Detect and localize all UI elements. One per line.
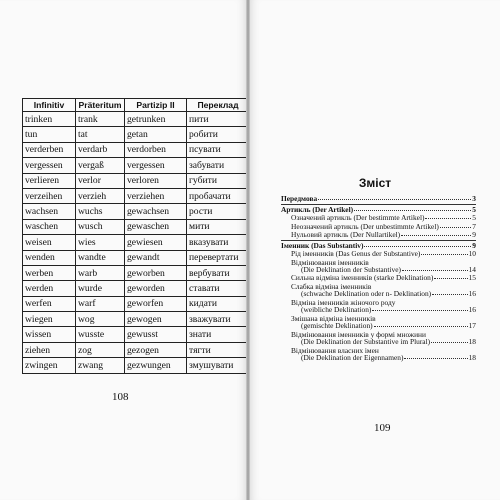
table-row [23, 250, 250, 265]
table-row [23, 188, 250, 203]
table-cell: wusste [76, 327, 125, 342]
table-cell: getan [125, 127, 187, 142]
table-cell: zog [76, 342, 125, 357]
table-row [23, 158, 250, 173]
table-cell: zwingen [23, 358, 76, 373]
table-cell: wurde [76, 281, 125, 296]
table-cell: wog [76, 312, 125, 327]
toc-entry-text: Означений артикль (Der bestimmte Artikel) [291, 213, 425, 222]
left-page [0, 0, 246, 500]
table-body [23, 112, 250, 374]
toc-leader-dots [434, 278, 467, 279]
toc-entry [281, 214, 476, 221]
table-row [23, 342, 250, 357]
toc-entry [281, 347, 476, 362]
table-cell: gewandt [125, 250, 187, 265]
toc-entry-text: Нульовий артикль (Der Nullartikel) [291, 230, 401, 239]
table-row [23, 235, 250, 250]
table-cell: verzieh [76, 188, 125, 203]
table-cell: verlieren [23, 173, 76, 188]
table-cell: пробачати [187, 188, 250, 203]
toc-entry [281, 250, 476, 257]
table-cell: вказувати [187, 235, 250, 250]
toc-entry-text: Відмінювання іменників [291, 257, 369, 267]
toc-page-number: 14 [468, 264, 476, 274]
table-cell: gewusst [125, 327, 187, 342]
table-cell: werden [23, 281, 76, 296]
toc-leader-dots [432, 294, 467, 295]
toc-leader-dots [421, 254, 467, 255]
table-cell: getrunken [125, 112, 187, 127]
column-header: Partizip II [125, 99, 187, 112]
table-row [23, 112, 250, 127]
table-cell: zwang [76, 358, 125, 373]
table-cell: geworben [125, 265, 187, 280]
toc-page-number: 5 [472, 213, 476, 222]
table-cell: gewaschen [125, 219, 187, 234]
table-row [23, 173, 250, 188]
toc-entry-subtext: (weibliche Deklination) [301, 305, 372, 315]
toc-leader-dots [440, 227, 471, 228]
table-row [23, 312, 250, 327]
table-cell: мити [187, 219, 250, 234]
toc-entry-text: Іменник (Das Substantiv) [281, 240, 364, 250]
table-row [23, 358, 250, 373]
table-cell: gezogen [125, 342, 187, 357]
table-header-row [23, 99, 250, 112]
toc-leader-dots [374, 326, 468, 327]
table-cell: губити [187, 173, 250, 188]
toc-entry-text: Артикль (Der Artikel) [281, 204, 354, 214]
table-cell: пити [187, 112, 250, 127]
table-cell: тягти [187, 342, 250, 357]
toc-leader-dots [354, 210, 471, 211]
table-cell: geworden [125, 281, 187, 296]
toc-page-number: 9 [472, 240, 476, 250]
table-cell: кидати [187, 296, 250, 311]
toc-entry [281, 259, 476, 274]
toc-entry [281, 331, 476, 346]
table-cell: werben [23, 265, 76, 280]
table-cell: рости [187, 204, 250, 219]
table-row [23, 265, 250, 280]
table-cell: вербувати [187, 265, 250, 280]
table-cell: забувати [187, 158, 250, 173]
toc-entry [281, 240, 476, 249]
table-cell: wiegen [23, 312, 76, 327]
table-cell: gewachsen [125, 204, 187, 219]
table-cell: verziehen [125, 188, 187, 203]
toc-entry [281, 195, 476, 202]
table-cell: ставати [187, 281, 250, 296]
toc-entry-text: Відмінювання власних імен [291, 345, 379, 355]
table-cell: warf [76, 296, 125, 311]
table-cell: vergessen [125, 158, 187, 173]
toc-entry-subtext: (gemischte Deklination) [301, 321, 373, 331]
table-cell: wandte [76, 250, 125, 265]
table-cell: ziehen [23, 342, 76, 357]
table-cell: wenden [23, 250, 76, 265]
table-cell: gezwungen [125, 358, 187, 373]
table-cell: gewogen [125, 312, 187, 327]
toc-entry-text: Передмова [281, 194, 318, 203]
table-cell: wusch [76, 219, 125, 234]
toc-page-number: 18 [468, 337, 476, 347]
toc-entry [281, 204, 476, 213]
table-cell: знати [187, 327, 250, 342]
table-cell: wuchs [76, 204, 125, 219]
toc-page-number: 9 [472, 230, 476, 239]
toc-leader-dots [401, 235, 471, 236]
toc-page-number: 17 [468, 321, 476, 331]
toc-leader-dots [318, 199, 471, 200]
table-cell: tat [76, 127, 125, 142]
toc-entry [281, 315, 476, 330]
table-cell: verderben [23, 142, 76, 157]
toc-title: Зміст [358, 176, 392, 190]
column-header: Переклад [187, 99, 250, 112]
table-cell: geworfen [125, 296, 187, 311]
toc-entry-subtext: (Die Deklination der Eigennamen) [301, 352, 404, 362]
table-row [23, 219, 250, 234]
toc-page-number: 3 [472, 194, 476, 203]
table-cell: warb [76, 265, 125, 280]
table-cell: перевертати [187, 250, 250, 265]
toc-leader-dots [404, 358, 467, 359]
toc-entry-text: Відмінювання іменників у формі множини [291, 329, 426, 339]
toc-entry-text: Рід іменників (Das Genus der Substantive) [291, 249, 421, 258]
toc-entry-text: Слабка відміна іменників [291, 281, 372, 291]
table-cell: wissen [23, 327, 76, 342]
toc-page-number: 5 [472, 204, 476, 214]
page-number-right: 109 [374, 422, 391, 434]
table-cell: змушувати [187, 358, 250, 373]
toc-leader-dots [425, 218, 471, 219]
table-cell: gewiesen [125, 235, 187, 250]
table-row [23, 296, 250, 311]
table-row [23, 327, 250, 342]
toc-page-number: 18 [468, 352, 476, 362]
table-cell: trinken [23, 112, 76, 127]
toc-entry-subtext: (Die Deklination der Substantive im Plural) [301, 337, 431, 347]
toc-entry-subtext: (schwache Deklination oder n- Deklination) [301, 289, 432, 299]
page-number-left: 108 [112, 391, 129, 403]
toc-leader-dots [364, 246, 471, 247]
table-cell: verzeihen [23, 188, 76, 203]
table-cell: verloren [125, 173, 187, 188]
toc-entry [281, 231, 476, 238]
toc-leader-dots [431, 342, 468, 343]
table-cell: псувати [187, 142, 250, 157]
toc-entry-text: Змішана відміна іменників [291, 313, 376, 323]
table-cell: waschen [23, 219, 76, 234]
table-cell: wachsen [23, 204, 76, 219]
toc-page-number: 15 [468, 273, 476, 283]
table-cell: verdorben [125, 142, 187, 157]
table-row [23, 204, 250, 219]
table-row [23, 142, 250, 157]
column-header: Infinitiv [23, 99, 76, 112]
toc-entry [281, 299, 476, 314]
table-cell: tun [23, 127, 76, 142]
toc-entry [281, 274, 476, 281]
toc-page-number: 16 [468, 305, 476, 315]
toc-page-number: 16 [468, 289, 476, 299]
table-cell: verdarb [76, 142, 125, 157]
toc-entry [281, 283, 476, 298]
table-cell: vergaß [76, 158, 125, 173]
table-cell: робити [187, 127, 250, 142]
table-cell: trank [76, 112, 125, 127]
toc-leader-dots [372, 310, 467, 311]
toc-entry-subtext: (Die Deklination der Substantive) [301, 264, 401, 274]
toc-page-number: 10 [468, 249, 476, 258]
table-cell: verlor [76, 173, 125, 188]
table-of-contents [281, 195, 476, 362]
toc-entry-text: Сильна відміна іменників (starke Deklination) [291, 273, 434, 283]
table-row [23, 281, 250, 296]
table-cell: weisen [23, 235, 76, 250]
table-cell: werfen [23, 296, 76, 311]
toc-entry [281, 223, 476, 230]
toc-entry-text: Відміна іменників жіночого роду [291, 297, 396, 307]
table-cell: vergessen [23, 158, 76, 173]
irregular-verbs-table [22, 98, 250, 374]
toc-entry-text: Неозначений артикль (Der unbestimmte Artikel) [291, 221, 439, 231]
toc-leader-dots [402, 270, 468, 271]
table-cell: зважувати [187, 312, 250, 327]
toc-page-number: 7 [472, 221, 476, 231]
table-cell: wies [76, 235, 125, 250]
table-row [23, 127, 250, 142]
column-header: Präteritum [76, 99, 125, 112]
